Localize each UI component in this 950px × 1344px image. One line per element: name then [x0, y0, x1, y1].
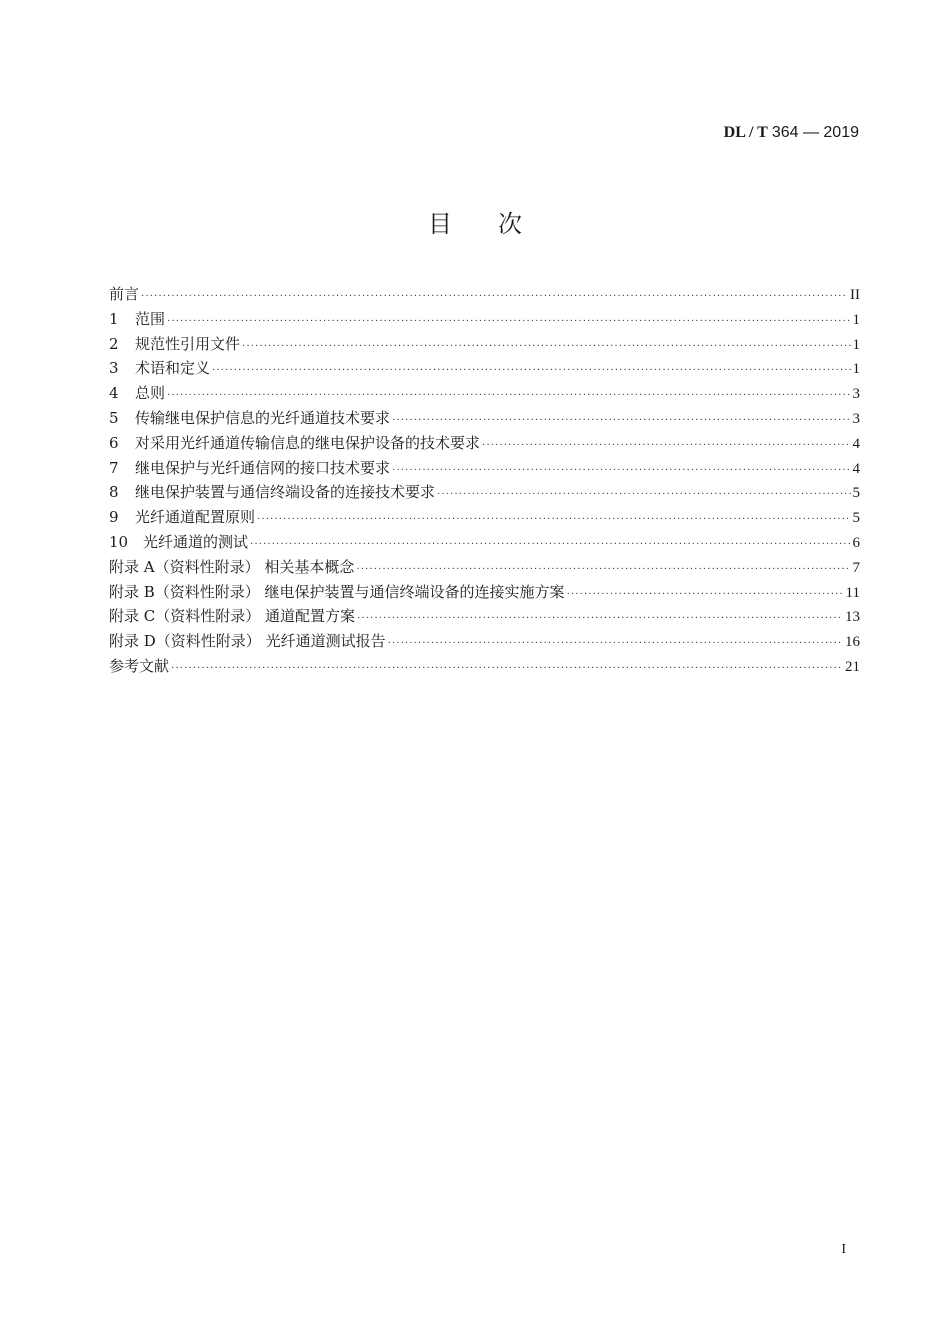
toc-entry[interactable]	[109, 381, 860, 406]
toc-entry-title: 光纤通道配置原则	[135, 508, 256, 527]
toc-entry-page: 21	[845, 658, 860, 675]
toc-entry[interactable]	[109, 456, 860, 481]
toc-entry[interactable]	[109, 530, 860, 555]
toc-entry-page: 1	[852, 311, 860, 328]
toc-entry-number: 2	[109, 334, 119, 353]
toc-dot-leader	[357, 607, 843, 632]
toc-entry-title: 规范性引用文件	[135, 334, 241, 353]
toc-dot-leader	[437, 483, 850, 508]
toc-entry[interactable]	[109, 282, 860, 307]
toc-entry-title: 附录 B（资料性附录） 继电保护装置与通信终端设备的连接实施方案	[109, 582, 565, 601]
toc-entry-page: 4	[852, 460, 860, 477]
table-of-contents	[109, 282, 860, 679]
toc-entry[interactable]	[109, 580, 860, 605]
toc-entry[interactable]	[109, 406, 860, 431]
toc-entry-page: II	[850, 287, 860, 303]
toc-entry-page: 16	[845, 634, 860, 651]
toc-entry-title: 附录 D（资料性附录） 光纤通道测试报告	[109, 632, 386, 651]
toc-entry-title: 附录 C（资料性附录） 通道配置方案	[109, 607, 356, 626]
toc-entry-title: 前言	[109, 285, 140, 303]
toc-entry-page: 13	[845, 609, 860, 626]
page-title: 目次	[428, 210, 568, 238]
toc-entry-page: 5	[852, 485, 860, 502]
toc-entry[interactable]	[109, 629, 860, 654]
toc-entry-title: 传输继电保护信息的光纤通道技术要求	[135, 408, 391, 427]
toc-entry-page: 1	[852, 361, 860, 378]
toc-dot-leader	[167, 310, 850, 335]
toc-entry-title: 继电保护与光纤通信网的接口技术要求	[135, 458, 391, 477]
toc-dot-leader	[567, 583, 844, 608]
toc-entry-title: 总则	[135, 384, 166, 403]
toc-entry-page: 5	[852, 510, 860, 527]
toc-dot-leader	[141, 285, 848, 310]
toc-entry-number: 7	[109, 458, 119, 477]
toc-entry-title: 继电保护装置与通信终端设备的连接技术要求	[135, 483, 436, 502]
toc-dot-leader	[171, 657, 843, 682]
toc-dot-leader	[482, 434, 850, 459]
toc-entry[interactable]	[109, 604, 860, 629]
toc-entry-page: 7	[852, 559, 860, 576]
toc-entry-number: 6	[109, 433, 119, 452]
toc-entry-page: 11	[845, 584, 860, 601]
toc-entry-title: 术语和定义	[135, 359, 211, 378]
toc-dot-leader	[212, 359, 850, 384]
toc-entry-title: 范围	[135, 309, 166, 328]
toc-entry-number: 10	[109, 532, 129, 551]
document-code	[724, 124, 859, 142]
toc-entry[interactable]	[109, 505, 860, 530]
toc-entry-number: 3	[109, 359, 119, 378]
toc-entry-number: 4	[109, 384, 119, 403]
toc-dot-leader	[388, 632, 843, 657]
toc-entry[interactable]	[109, 654, 860, 679]
standard-prefix: DL / T	[723, 124, 768, 141]
toc-entry-title: 参考文献	[109, 656, 170, 675]
toc-entry-page: 1	[852, 336, 860, 353]
toc-dot-leader	[257, 508, 850, 533]
page-number: I	[841, 1242, 846, 1257]
toc-entry[interactable]	[109, 356, 860, 381]
toc-dot-leader	[392, 459, 850, 484]
toc-entry-number: 8	[109, 483, 119, 502]
toc-entry-page: 6	[852, 534, 860, 551]
toc-entry[interactable]	[109, 332, 860, 357]
toc-entry[interactable]	[109, 307, 860, 332]
toc-entry[interactable]	[109, 431, 860, 456]
toc-entry-title: 光纤通道的测试	[143, 532, 249, 551]
toc-entry-number: 1	[109, 309, 119, 328]
toc-entry[interactable]	[109, 555, 860, 580]
toc-entry-number: 9	[109, 508, 119, 527]
toc-entry-page: 4	[852, 435, 860, 452]
toc-dot-leader	[242, 335, 850, 360]
toc-entry-title: 对采用光纤通道传输信息的继电保护设备的技术要求	[135, 433, 481, 452]
toc-entry[interactable]	[109, 480, 860, 505]
toc-entry-page: 3	[852, 386, 860, 403]
toc-entry-page: 3	[852, 410, 860, 427]
standard-number: 364 — 2019	[771, 124, 859, 141]
toc-entry-title: 附录 A（资料性附录） 相关基本概念	[109, 557, 355, 576]
toc-entry-number: 5	[109, 408, 119, 427]
